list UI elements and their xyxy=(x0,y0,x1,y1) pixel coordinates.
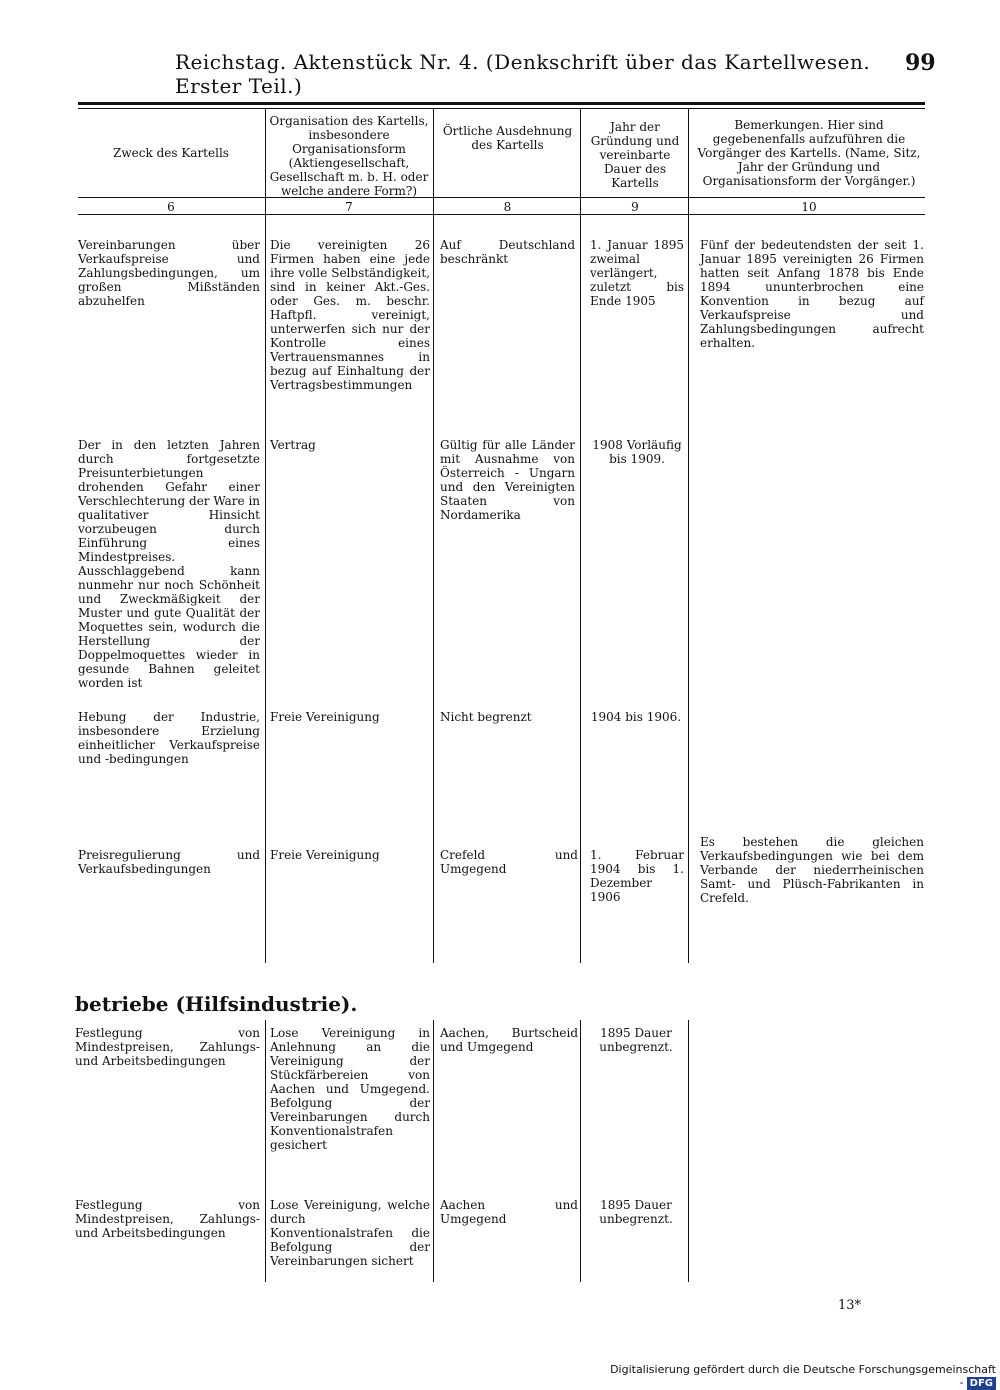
column-divider-3 xyxy=(580,108,581,963)
table-cell-organisation: Die vereinigten 26 Firmen haben eine jede ihre volle Selbständigkeit, sind in keiner Akt.-Ges. oder Ges. m. beschr. Haftpfl. vereinigt, unterwerfen sich nur der Kontrolle eines Vertrauensmannes in bezug auf Einhaltung der Vertragsbestimmungen xyxy=(270,238,430,392)
lower-column-divider-2 xyxy=(433,1020,434,1282)
table-cell-organisation: Vertrag xyxy=(270,438,316,452)
column-heading-bemerkungen: Bemerkungen. Hier sind gegebenenfalls aufzuführen die Vorgänger des Kartells. (Name, Sitz, Jahr der Gründung und Organisationsform der Vorgänger.) xyxy=(697,118,921,188)
column-number-7: 7 xyxy=(345,200,353,214)
table-cell-zweck: Vereinbarungen über Verkaufspreise und Zahlungsbedingungen, um großen Mißständen abzuhelfen xyxy=(78,238,260,308)
table-cell-zweck: Hebung der Industrie, insbesondere Erzielung einheitlicher Verkaufspreise und -bedingungen xyxy=(78,710,260,766)
table-cell-organisation: Freie Vereinigung xyxy=(270,848,380,862)
sheet-signature: 13* xyxy=(838,1298,862,1313)
lower-column-divider-4 xyxy=(688,1020,689,1282)
header-separator xyxy=(78,197,925,198)
column-number-8: 8 xyxy=(503,200,512,214)
table-top-rule-thin xyxy=(78,108,925,109)
column-number-9: 9 xyxy=(631,200,639,214)
digitization-credit xyxy=(604,1363,996,1390)
table-cell-bemerkungen: Fünf der bedeutendsten der seit 1. Januar 1895 vereinigten 26 Firmen hatten seit Anfang 1878 bis Ende 1894 ununterbrochen eine Konvention in bezug auf Verkaufspreise und Zahlungsbedingungen aufrecht erhalten. xyxy=(700,238,924,350)
table-cell-jahr: 1. Januar 1895 zweimal verlängert, zuletzt bis Ende 1905 xyxy=(590,238,684,308)
table-cell-ausdehnung: Aachen, Burtscheid und Umgegend xyxy=(440,1026,578,1054)
column-divider-4 xyxy=(688,108,689,963)
table-cell-organisation: Lose Vereinigung in Anlehnung an die Vereinigung der Stückfärbereien von Aachen und Umgegend. Befolgung der Vereinbarungen durch Konventionalstrafen gesichert xyxy=(270,1026,430,1152)
table-cell-ausdehnung: Nicht begrenzt xyxy=(440,710,532,724)
lower-column-divider-1 xyxy=(265,1020,266,1282)
table-cell-organisation: Freie Vereinigung xyxy=(270,710,380,724)
table-cell-zweck: Festlegung von Mindestpreisen, Zahlungs- und Arbeitsbedingungen xyxy=(75,1026,260,1068)
table-cell-ausdehnung: Gültig für alle Länder mit Ausnahme von Österreich - Ungarn und den Vereinigten Staaten von Nordamerika xyxy=(440,438,575,522)
table-top-rule xyxy=(78,102,925,105)
table-cell-jahr: 1895 Dauer unbegrenzt. xyxy=(599,1026,673,1054)
lower-column-divider-3 xyxy=(580,1020,581,1282)
column-number-6: 6 xyxy=(167,200,175,214)
table-cell-jahr: 1908 Vorläufig bis 1909. xyxy=(592,438,682,466)
dfg-logo: DFG xyxy=(967,1377,996,1390)
column-divider-2 xyxy=(433,108,434,963)
table-cell-ausdehnung: Auf Deutschland beschränkt xyxy=(440,238,575,266)
column-number-10: 10 xyxy=(801,200,817,214)
column-divider-1 xyxy=(265,108,266,963)
number-row-separator xyxy=(78,214,925,215)
column-heading-zweck: Zweck des Kartells xyxy=(113,146,229,160)
table-cell-jahr: 1895 Dauer unbegrenzt. xyxy=(599,1198,673,1226)
table-cell-bemerkungen: Es bestehen die gleichen Verkaufsbedingungen wie bei dem Verbande der niederrheinischen Samt- und Plüsch-Fabrikanten in Crefeld. xyxy=(700,835,924,905)
table-cell-ausdehnung: Aachen und Umgegend xyxy=(440,1198,578,1226)
table-cell-zweck: Der in den letzten Jahren durch fortgesetzte Preisunterbietungen drohenden Gefahr einer Verschlechterung der Ware in qualitativer Hinsicht vorzubeugen durch Einführung eines Mindestpreises. Ausschlaggebend kann nunmehr nur noch Schönheit und Zweckmäßigkeit der Muster und gute Qualität der Moquettes sein, wodurch die Herstellung der Doppelmoquettes wieder in gesunde Bahnen geleitet worden ist xyxy=(78,438,261,690)
page-number: 99 xyxy=(905,50,936,76)
table-cell-jahr: 1. Februar 1904 bis 1. Dezember 1906 xyxy=(590,848,684,904)
column-heading-jahr: Jahr der Gründung und vereinbarte Dauer des Kartells xyxy=(590,120,680,190)
section-heading: betriebe (Hilfsindustrie). xyxy=(75,992,358,1016)
table-cell-zweck: Preisregulierung und Verkaufsbedingungen xyxy=(78,848,260,876)
page-header: Reichstag. Aktenstück Nr. 4. (Denkschrift über das Kartellwesen. Erster Teil.) xyxy=(175,50,871,98)
column-heading-ausdehnung: Örtliche Ausdehnung des Kartells xyxy=(442,124,573,152)
table-cell-organisation: Lose Vereinigung, welche durch Konventionalstrafen die Befolgung der Vereinbarungen sichert xyxy=(270,1198,430,1268)
table-cell-jahr: 1904 bis 1906. xyxy=(590,710,682,724)
column-heading-organisation: Organisation des Kartells, insbesondere Organisationsform (Aktiengesellschaft, Gesellschaft m. b. H. oder welche andere Form?) xyxy=(269,114,429,198)
credit-text: Digitalisierung gefördert durch die Deutsche Forschungsgemeinschaft - xyxy=(610,1363,996,1389)
table-cell-ausdehnung: Crefeld und Umgegend xyxy=(440,848,578,876)
table-cell-zweck: Festlegung von Mindestpreisen, Zahlungs- und Arbeitsbedingungen xyxy=(75,1198,260,1240)
